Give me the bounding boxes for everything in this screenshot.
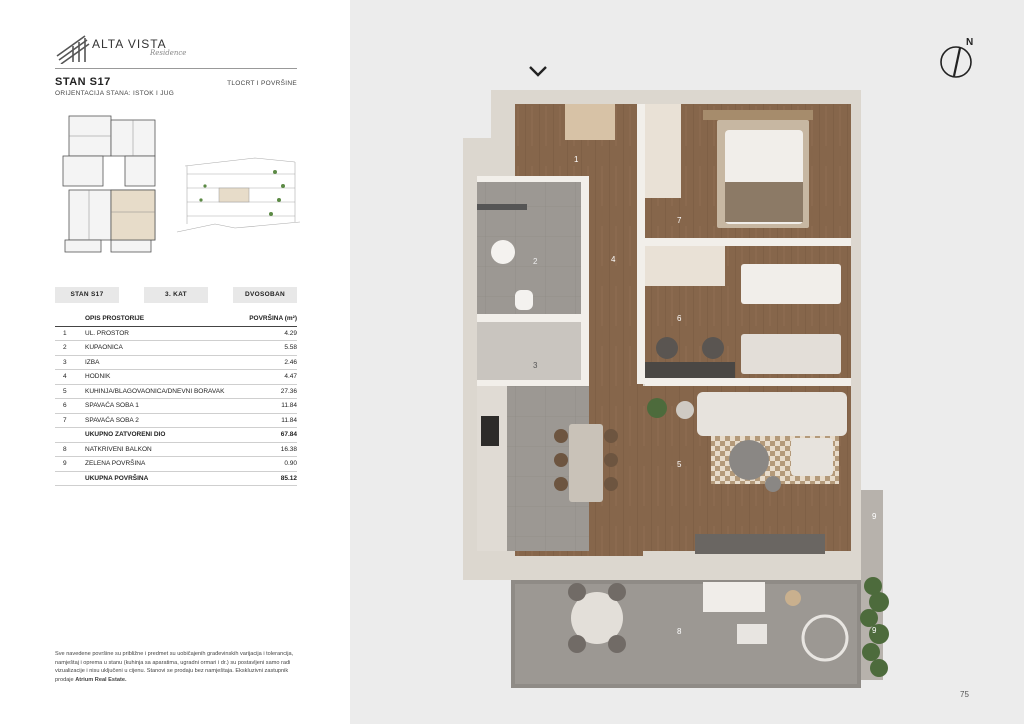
row-no: 4 <box>63 373 67 380</box>
row-no: 2 <box>63 344 67 351</box>
row-name: NATKRIVENI BALKON <box>85 445 152 453</box>
room-label: 9 <box>872 512 877 521</box>
row-name: UL. PROSTOR <box>85 329 129 337</box>
row-name: IZBA <box>85 358 100 366</box>
mini-floor-plan <box>55 108 165 258</box>
table-row <box>55 341 297 356</box>
tag-type: DVOSOBAN <box>233 287 297 303</box>
note-text: Sve navedene površine su približne i predmet su uobičajenih građevinskih varijacija i tolerancija, namještaj i oprema u stanu (kuhinja sa aparatima, ugradni ormari i dr.) su postavljeni samo radi vizualizacije i nisu uključeni u cijenu. Stanovi se prodaju bez namještaja. Ekskluzivni zastupnik prodaje <box>55 651 294 683</box>
row-area: 5.58 <box>284 344 297 351</box>
disclaimer-note <box>55 650 299 684</box>
room-label: 4 <box>611 255 616 264</box>
unit-tags <box>55 287 297 303</box>
compass-north-label: N <box>966 37 974 48</box>
room-label: 1 <box>574 155 579 164</box>
row-no: 7 <box>63 416 67 424</box>
row-name: KUHINJA/BLAGOVAONICA/DNEVNI BORAVAK <box>85 387 225 395</box>
total-row <box>55 472 297 487</box>
header-name: OPIS PROSTORIJE <box>85 315 145 322</box>
row-no: 5 <box>63 387 67 395</box>
row-name: ZELENA POVRŠINA <box>85 460 146 467</box>
row-area: 11.84 <box>281 402 297 409</box>
row-no: 3 <box>63 358 67 366</box>
row-no: 8 <box>63 445 67 453</box>
unit-orientation: ORIJENTACIJA STANA: ISTOK I JUG <box>55 90 175 97</box>
row-no: 9 <box>63 460 67 467</box>
table-row <box>55 414 297 429</box>
table-row <box>55 356 297 371</box>
row-area: 16.38 <box>280 445 297 453</box>
row-name: KUPAONICA <box>85 344 123 351</box>
room-label: 2 <box>533 257 538 266</box>
subtotal-row <box>55 428 297 443</box>
header-area: POVRŠINA (m²) <box>249 315 297 322</box>
logo-name: ALTA VISTA <box>92 37 167 51</box>
divider <box>55 68 297 69</box>
room-label: 5 <box>677 460 682 469</box>
total-area: 85.12 <box>280 474 297 482</box>
table-row <box>55 457 297 472</box>
row-area: 4.47 <box>284 373 297 380</box>
row-no: 1 <box>63 329 67 337</box>
row-area: 4.29 <box>284 329 297 337</box>
room-label: 3 <box>533 361 538 370</box>
note-agent: Atrium Real Estate. <box>75 676 127 683</box>
subtotal-name: UKUPNO ZATVORENI DIO <box>85 431 166 438</box>
room-label: 7 <box>677 216 682 225</box>
table-row <box>55 443 297 458</box>
unit-title: STAN S17 <box>55 76 111 88</box>
row-area: 11.84 <box>281 416 297 424</box>
mini-building-elevation <box>175 148 300 238</box>
room-label: 9 <box>872 626 877 635</box>
room-label: 8 <box>677 627 682 636</box>
floor-plan <box>455 86 895 692</box>
tag-unit: STAN S17 <box>55 287 119 303</box>
page-number: 75 <box>960 690 969 699</box>
total-name: UKUPNA POVRŠINA <box>85 474 149 482</box>
table-row <box>55 370 297 385</box>
tag-floor: 3. KAT <box>144 287 208 303</box>
logo-sub: Residence <box>150 49 187 57</box>
area-table <box>55 312 297 486</box>
row-name: SPAVAĆA SOBA 2 <box>85 416 139 424</box>
subtotal-area: 67.84 <box>280 431 297 438</box>
plan-label: TLOCRT I POVRŠINE <box>227 80 297 87</box>
chevron-down-icon[interactable] <box>527 64 549 78</box>
row-name: HODNIK <box>85 373 111 380</box>
row-name: SPAVAĆA SOBA 1 <box>85 402 139 409</box>
table-row <box>55 327 297 342</box>
table-row <box>55 385 297 400</box>
info-panel <box>0 0 350 724</box>
row-no: 6 <box>63 402 67 409</box>
row-area: 27.36 <box>280 387 297 395</box>
row-area: 2.46 <box>284 358 297 366</box>
row-area: 0.90 <box>284 460 297 467</box>
table-header <box>55 312 297 327</box>
room-label: 6 <box>677 314 682 323</box>
table-row <box>55 399 297 414</box>
